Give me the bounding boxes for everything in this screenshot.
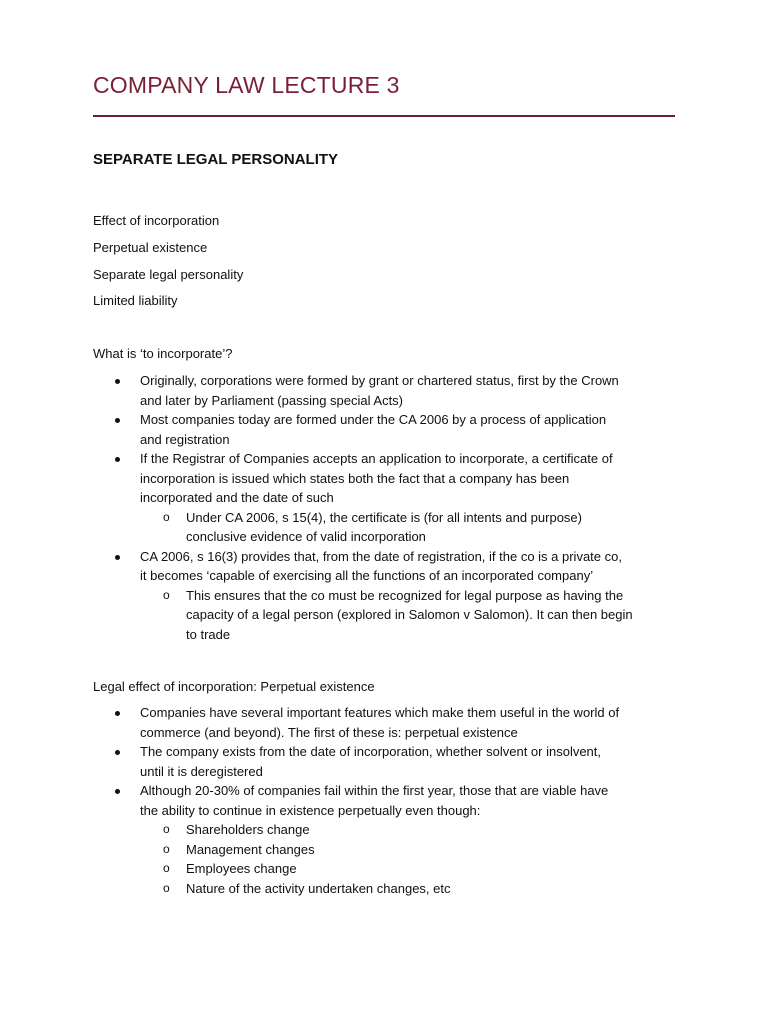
question-paragraph: What is ‘to incorporate’? [93, 346, 233, 361]
section-subheading: Legal effect of incorporation: Perpetual existence [93, 679, 375, 694]
topic-item: Effect of incorporation [93, 213, 220, 228]
list-item: Most companies today are formed under the CA 2006 by a process of application and registration [93, 410, 633, 449]
bullet-icon [115, 711, 120, 716]
circle-bullet-icon: o [163, 822, 170, 836]
sub-list-item: o This ensures that the co must be recognized for legal purpose as having the capacity of a legal person (explored in Salomon v Salomon). It can then begin to trade [163, 587, 633, 642]
incorporation-bullet-list [93, 371, 633, 644]
perpetual-existence-bullet-list [93, 703, 619, 898]
circle-bullet-icon: o [163, 861, 170, 875]
list-item: CA 2006, s 16(3) provides that, from the date of registration, if the co is a private co, it becomes ‘capable of exercising all the functions of an incorporated company’ [93, 547, 633, 586]
list-item: Companies have several important features which make them useful in the world of commerce (and beyond). The first of these is: perpetual existence [93, 703, 619, 742]
sub-list-item: o Shareholders change [93, 820, 619, 840]
section-heading: SEPARATE LEGAL PERSONALITY [93, 151, 339, 168]
topic-item: Perpetual existence [93, 240, 208, 255]
circle-bullet-icon: o [163, 509, 170, 524]
list-item: Originally, corporations were formed by grant or chartered status, first by the Crown and later by Parliament (passing special Acts) [93, 371, 633, 410]
title-divider [93, 115, 675, 117]
sub-list-item: o Employees change [93, 859, 619, 879]
list-item: The company exists from the date of incorporation, whether solvent or insolvent, until it is deregistered [93, 742, 619, 781]
list-item: Although 20-30% of companies fail within the first year, those that are viable have the ability to continue in existence perpetually even though: [93, 781, 619, 820]
bullet-icon [115, 750, 120, 755]
sub-list-item: o Nature of the activity undertaken changes, etc [93, 879, 619, 899]
sub-list-item: o Under CA 2006, s 15(4), the certificate is (for all intents and purpose) conclusive evidence of valid incorporation [163, 509, 582, 544]
topic-item: Limited liability [93, 293, 178, 308]
circle-bullet-icon: o [163, 880, 170, 895]
document-title: COMPANY LAW LECTURE 3 [93, 72, 400, 98]
bullet-icon [115, 379, 120, 384]
bullet-icon [115, 457, 120, 462]
topic-item: Separate legal personality [93, 267, 244, 282]
bullet-icon [115, 789, 120, 794]
bullet-icon [115, 418, 120, 423]
list-item: If the Registrar of Companies accepts an application to incorporate, a certificate of incorporation is issued which states both the fact that a company has been incorporated and the date of such [93, 449, 633, 508]
circle-bullet-icon: o [163, 841, 170, 856]
bullet-icon [115, 555, 120, 560]
circle-bullet-icon: o [163, 587, 170, 602]
sub-list-item: o Management changes [93, 840, 619, 860]
